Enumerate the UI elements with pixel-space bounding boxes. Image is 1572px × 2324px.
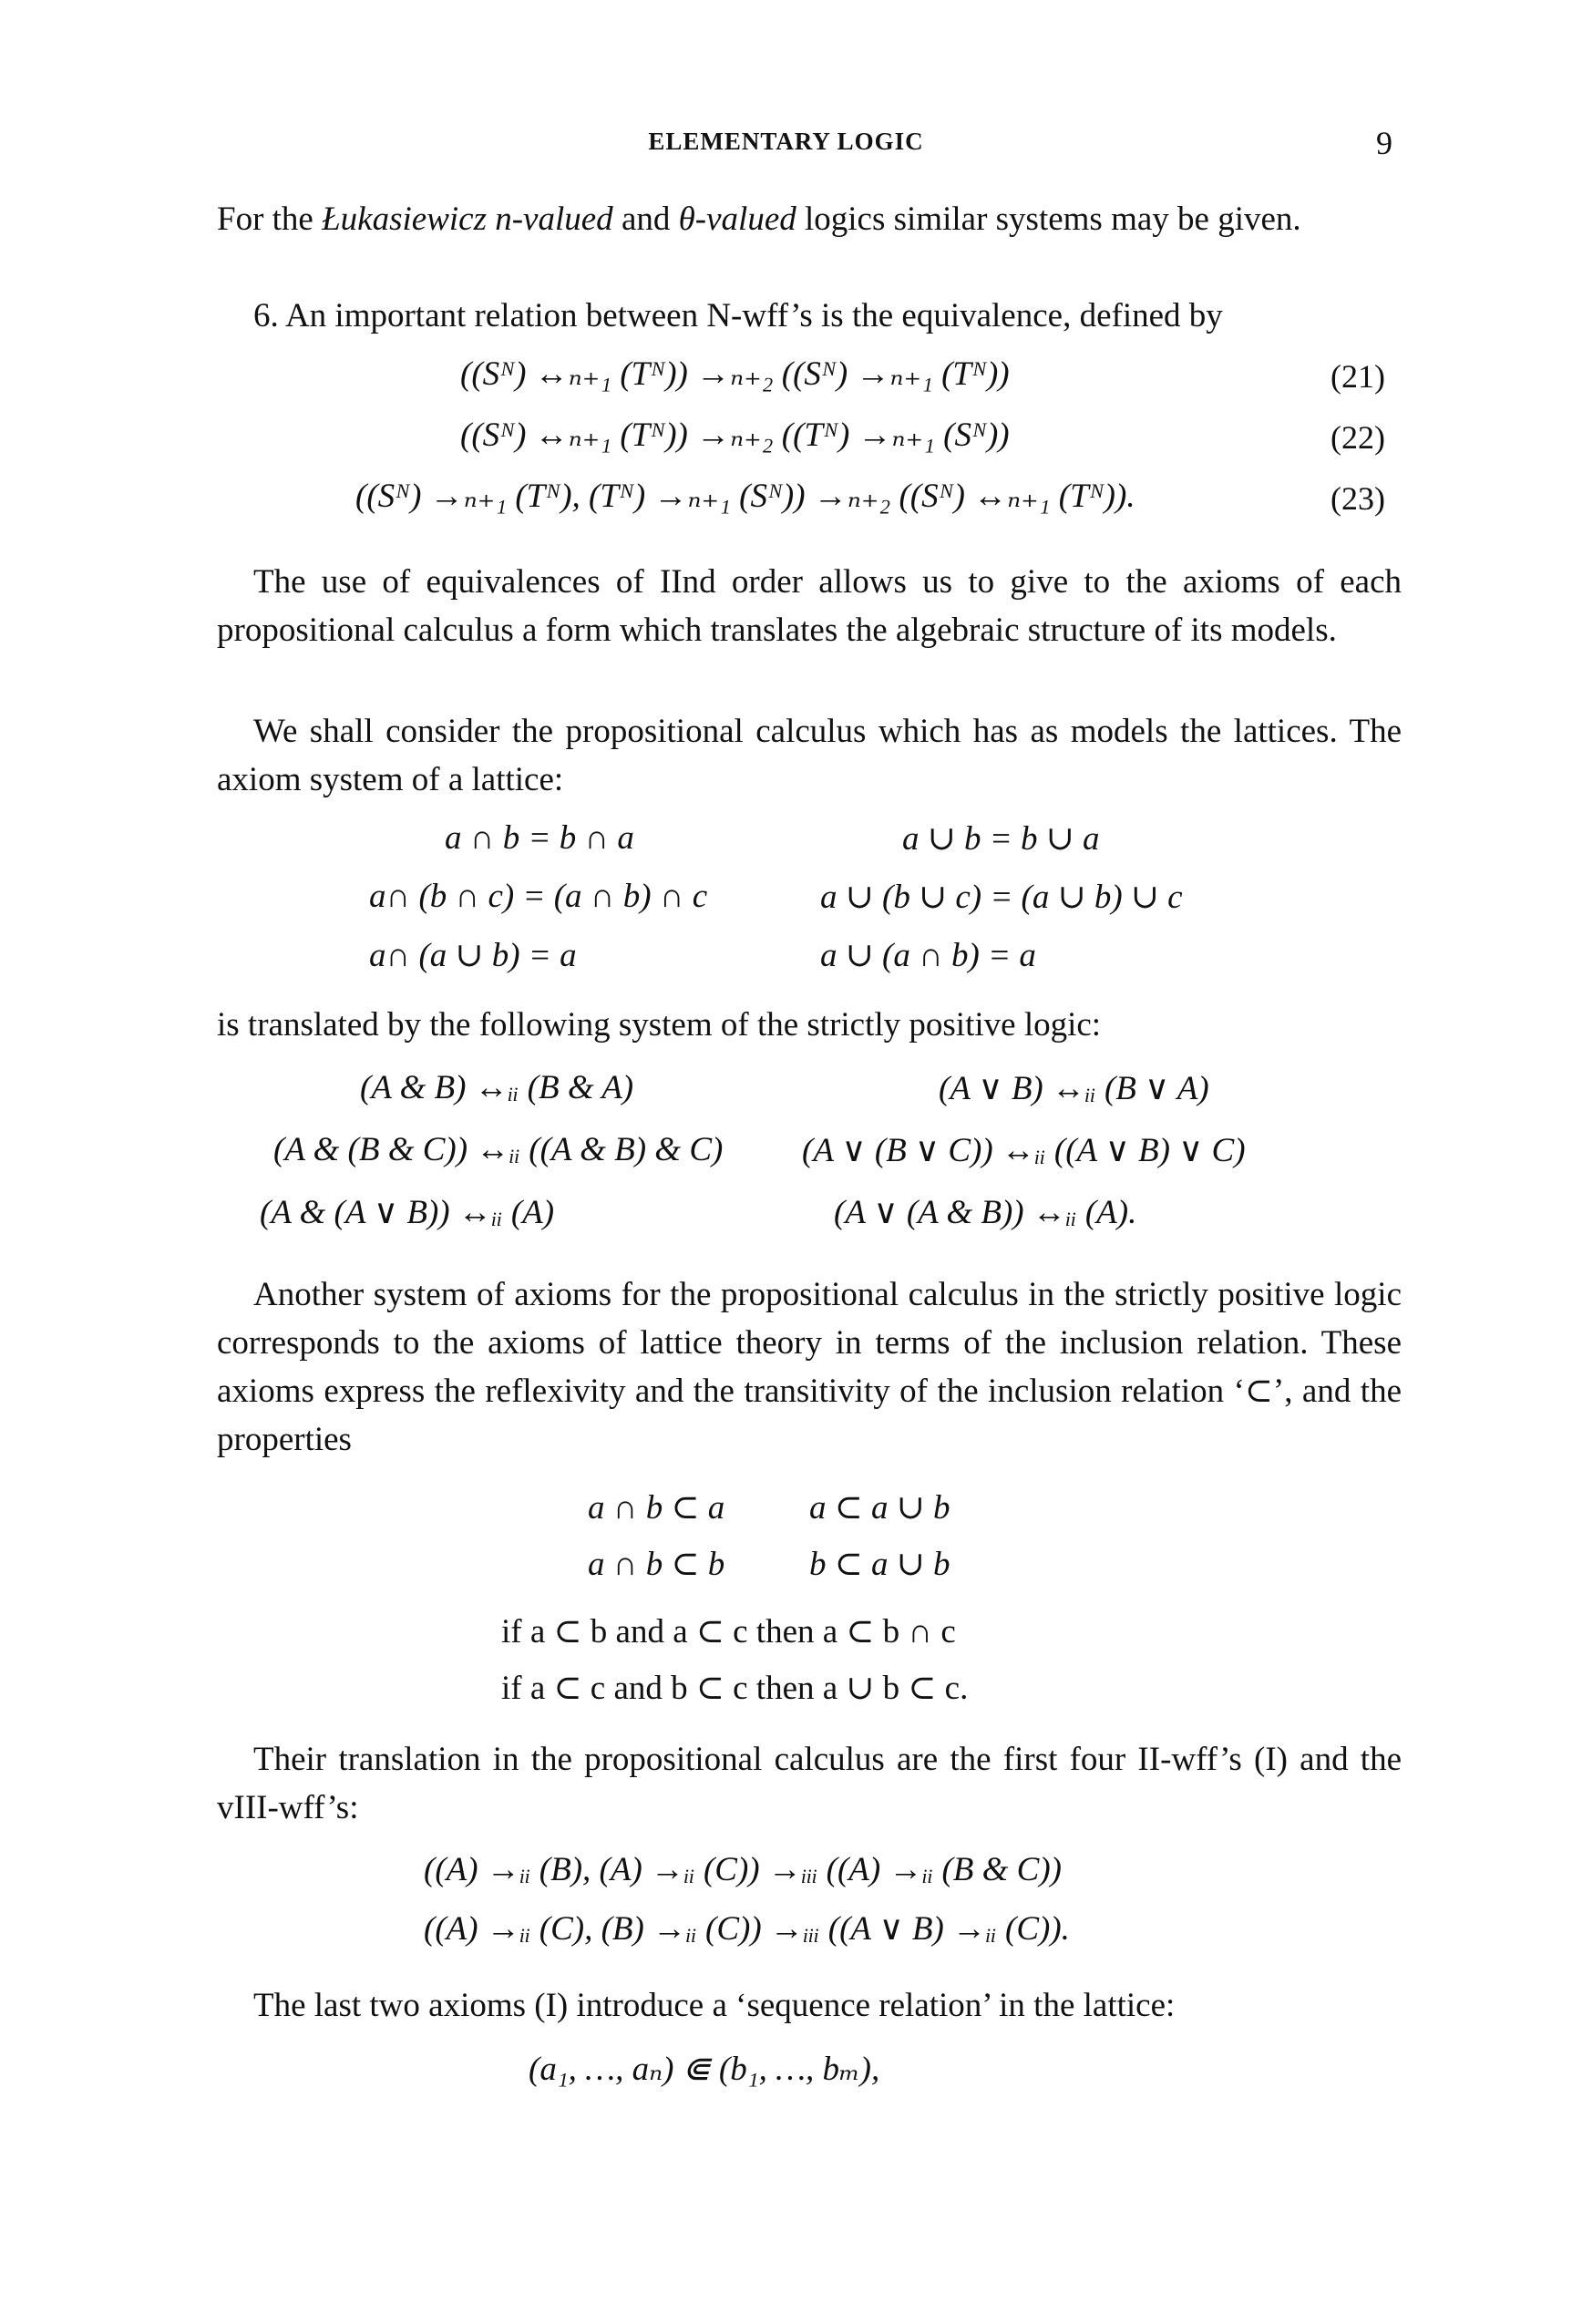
logic-axiom-r2: (A ∨ (B ∨ C)) ↔ᵢᵢ ((A ∨ B) ∨ C) xyxy=(802,1132,1246,1169)
paragraph-inclusion: Another system of axioms for the propositional calculus in the strictly positive logic corresponds to the axioms of lattice theory in terms of the inclusion relation. These axioms express the reflexivity and the transitivity of the inclusion relation ‘⊂’, and the properties xyxy=(217,1276,1402,1458)
equation-22: ((Sᴺ) ↔ₙ₊₁ (Tᴺ)) →ₙ₊₂ ((Tᴺ) →ₙ₊₁ (Sᴺ)) xyxy=(460,416,1010,454)
inclusion-l1: a ∩ b ⊂ a xyxy=(588,1489,725,1527)
paragraph-equivalence: 6. An important relation between N-wff’s is the equivalence, defined by xyxy=(253,297,1223,334)
inclusion-rule-2: if a ⊂ c and b ⊂ c then a ∪ b ⊂ c. xyxy=(501,1670,969,1707)
equation-number-21: (21) xyxy=(1331,358,1385,395)
paragraph-translated: is translated by the following system of the strictly positive logic: xyxy=(217,1006,1102,1044)
para1-post: logics similar systems may be given. xyxy=(796,201,1301,238)
lattice-axiom-r3: a ∪ (a ∩ b) = a xyxy=(820,937,1036,974)
lattice-axiom-r2: a ∪ (b ∪ c) = (a ∪ b) ∪ c xyxy=(820,879,1183,916)
logic-axiom-l1: (A & B) ↔ᵢᵢ (B & A) xyxy=(360,1069,634,1106)
inclusion-rule-1: if a ⊂ b and a ⊂ c then a ⊂ b ∩ c xyxy=(501,1613,956,1650)
equation-number-22: (22) xyxy=(1331,419,1385,456)
paragraph-sequence: The last two axioms (I) introduce a ‘sequence relation’ in the lattice: xyxy=(253,1987,1176,2024)
paragraph-translation: Their translation in the propositional calculus are the first four II-wff’s (I) and the vIII-wff’s: xyxy=(217,1741,1402,1826)
paragraph-second-order: The use of equivalences of IInd order allows us to give to the axioms of each propositional calculus a form which translates the algebraic structure of its models. xyxy=(217,563,1402,649)
paragraph-lukasiewicz xyxy=(217,195,1402,243)
equation-21: ((Sᴺ) ↔ₙ₊₁ (Tᴺ)) →ₙ₊₂ ((Sᴺ) →ₙ₊₁ (Tᴺ)) xyxy=(460,355,1010,393)
para1-theta: θ-valued xyxy=(678,201,796,238)
inclusion-l2: a ∩ b ⊂ b xyxy=(588,1546,725,1583)
paragraph-lattices: We shall consider the propositional calculus which has as models the lattices. The axiom system of a lattice: xyxy=(217,713,1402,798)
inclusion-r2: b ⊂ a ∪ b xyxy=(809,1546,950,1583)
lattice-axiom-l2: a∩ (b ∩ c) = (a ∩ b) ∩ c xyxy=(369,878,708,915)
lattice-axiom-r1: a ∪ b = b ∪ a xyxy=(902,820,1100,858)
equation-number-23: (23) xyxy=(1331,480,1385,517)
page-number: 9 xyxy=(1376,125,1392,161)
logic-axiom-r1: (A ∨ B) ↔ᵢᵢ (B ∨ A) xyxy=(939,1070,1209,1107)
para1-lukasiewicz: Łukasiewicz n-valued xyxy=(322,201,613,238)
viii-wff-1: ((A) →ᵢᵢ (B), (A) →ᵢᵢ (C)) →ᵢᵢᵢ ((A) →ᵢᵢ (B & C)) xyxy=(424,1851,1062,1888)
logic-axiom-l3: (A & (A ∨ B)) ↔ᵢᵢ (A) xyxy=(260,1194,555,1231)
sequence-relation: (a₁, …, aₙ) ⋐ (b₁, …, bₘ), xyxy=(529,2051,880,2088)
lattice-axiom-l1: a ∩ b = b ∩ a xyxy=(445,819,634,857)
lattice-axiom-l3: a∩ (a ∪ b) = a xyxy=(369,937,577,974)
viii-wff-2: ((A) →ᵢᵢ (C), (B) →ᵢᵢ (C)) →ᵢᵢᵢ ((A ∨ B) →ᵢᵢ (C)). xyxy=(424,1910,1070,1948)
running-head: ELEMENTARY LOGIC xyxy=(648,128,924,155)
logic-axiom-r3: (A ∨ (A & B)) ↔ᵢᵢ (A). xyxy=(834,1194,1137,1231)
equation-23: ((Sᴺ) →ₙ₊₁ (Tᴺ), (Tᴺ) →ₙ₊₁ (Sᴺ)) →ₙ₊₂ ((Sᴺ) ↔ₙ₊₁ (Tᴺ)). xyxy=(355,478,1135,515)
logic-axiom-l2: (A & (B & C)) ↔ᵢᵢ ((A & B) & C) xyxy=(273,1131,724,1168)
para1-pre: For the xyxy=(217,201,323,238)
para1-and: and xyxy=(612,201,679,238)
inclusion-r1: a ⊂ a ∪ b xyxy=(809,1489,950,1527)
